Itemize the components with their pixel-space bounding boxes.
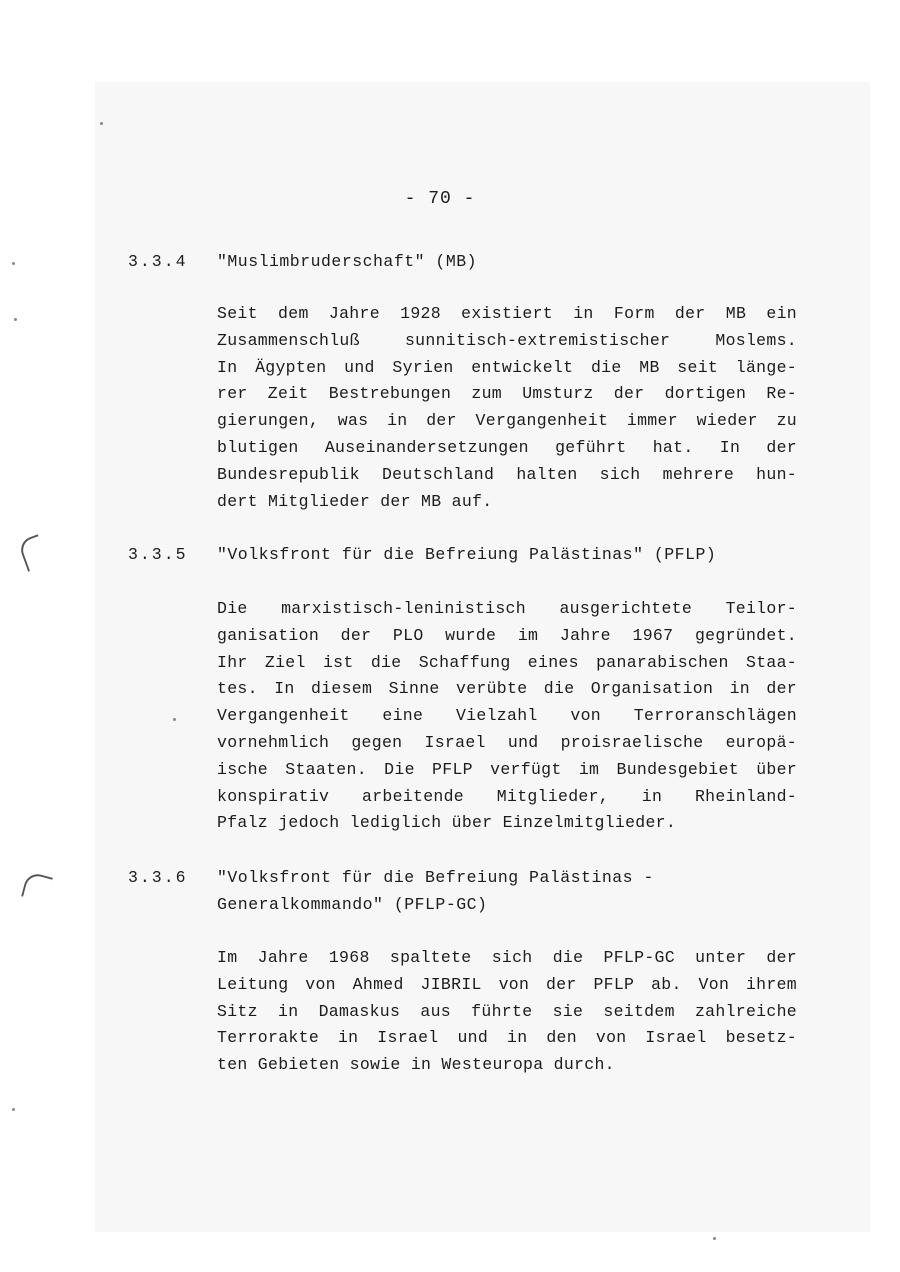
section-number: 3.3.4: [128, 252, 188, 271]
body-line: Ihr Ziel ist die Schaffung eines panarabischen Staa-: [217, 652, 797, 672]
body-line: ganisation der PLO wurde im Jahre 1967 gegründet.: [217, 625, 797, 645]
section-body: [217, 945, 797, 1079]
body-line: vornehmlich gegen Israel und proisraelische europä-: [217, 732, 797, 752]
section-body: [217, 596, 797, 837]
section-title-line: Generalkommando" (PFLP-GC): [217, 894, 488, 914]
section-title-line: "Muslimbruderschaft" (MB): [217, 252, 478, 271]
body-line: ische Staaten. Die PFLP verfügt im Bundesgebiet über: [217, 759, 797, 779]
section-number: 3.3.6: [128, 868, 188, 887]
body-line: blutigen Auseinandersetzungen geführt hat. In der: [217, 437, 797, 457]
body-line: Vergangenheit eine Vielzahl von Terroranschlägen: [217, 706, 797, 726]
body-line: ten Gebieten sowie in Westeuropa durch.: [217, 1055, 615, 1075]
body-line: Pfalz jedoch lediglich über Einzelmitglieder.: [217, 813, 677, 833]
scan-speck: [12, 262, 15, 265]
section-title: [217, 542, 797, 569]
body-line: Zusammenschluß sunnitisch-extremistischer Moslems.: [217, 330, 797, 350]
body-line: gierungen, was in der Vergangenheit immer wieder zu: [217, 411, 797, 431]
body-line: Bundesrepublik Deutschland halten sich mehrere hun-: [217, 464, 797, 484]
body-line: Im Jahre 1968 spaltete sich die PFLP-GC unter der: [217, 948, 797, 967]
body-line: rer Zeit Bestrebungen zum Umsturz der dortigen Re-: [217, 384, 797, 404]
section-title-line: "Volksfront für die Befreiung Palästinas -: [217, 868, 654, 887]
body-line: Terrorakte in Israel und in den von Israel besetz-: [217, 1028, 797, 1048]
section-number: 3.3.5: [128, 545, 188, 564]
section-title: [217, 249, 797, 276]
section-title: [217, 865, 797, 918]
scan-speck: [14, 318, 17, 321]
body-line: tes. In diesem Sinne verübte die Organisation in der: [217, 679, 797, 699]
margin-punch-mark-lower: [21, 871, 53, 903]
scan-speck: [173, 718, 176, 721]
body-line: Sitz in Damaskus aus führte sie seitdem zahlreiche: [217, 1001, 797, 1021]
section-title-line: "Volksfront für die Befreiung Palästinas" (PFLP): [217, 545, 717, 564]
body-line: In Ägypten und Syrien entwickelt die MB seit länge-: [217, 357, 797, 377]
page-number: - 70 -: [404, 189, 476, 209]
body-line: Seit dem Jahre 1928 existiert in Form der MB ein: [217, 304, 797, 323]
scan-speck: [12, 1108, 15, 1111]
scan-speck: [713, 1237, 716, 1240]
body-line: Die marxistisch-leninistisch ausgerichtete Teilor-: [217, 599, 797, 618]
section-body: [217, 301, 797, 515]
scan-speck: [100, 122, 103, 125]
body-line: Leitung von Ahmed JIBRIL von der PFLP ab. Von ihrem: [217, 974, 797, 994]
body-line: dert Mitglieder der MB auf.: [217, 491, 493, 511]
margin-punch-mark-upper: [17, 534, 49, 572]
body-line: konspirativ arbeitende Mitglieder, in Rheinland-: [217, 786, 797, 806]
